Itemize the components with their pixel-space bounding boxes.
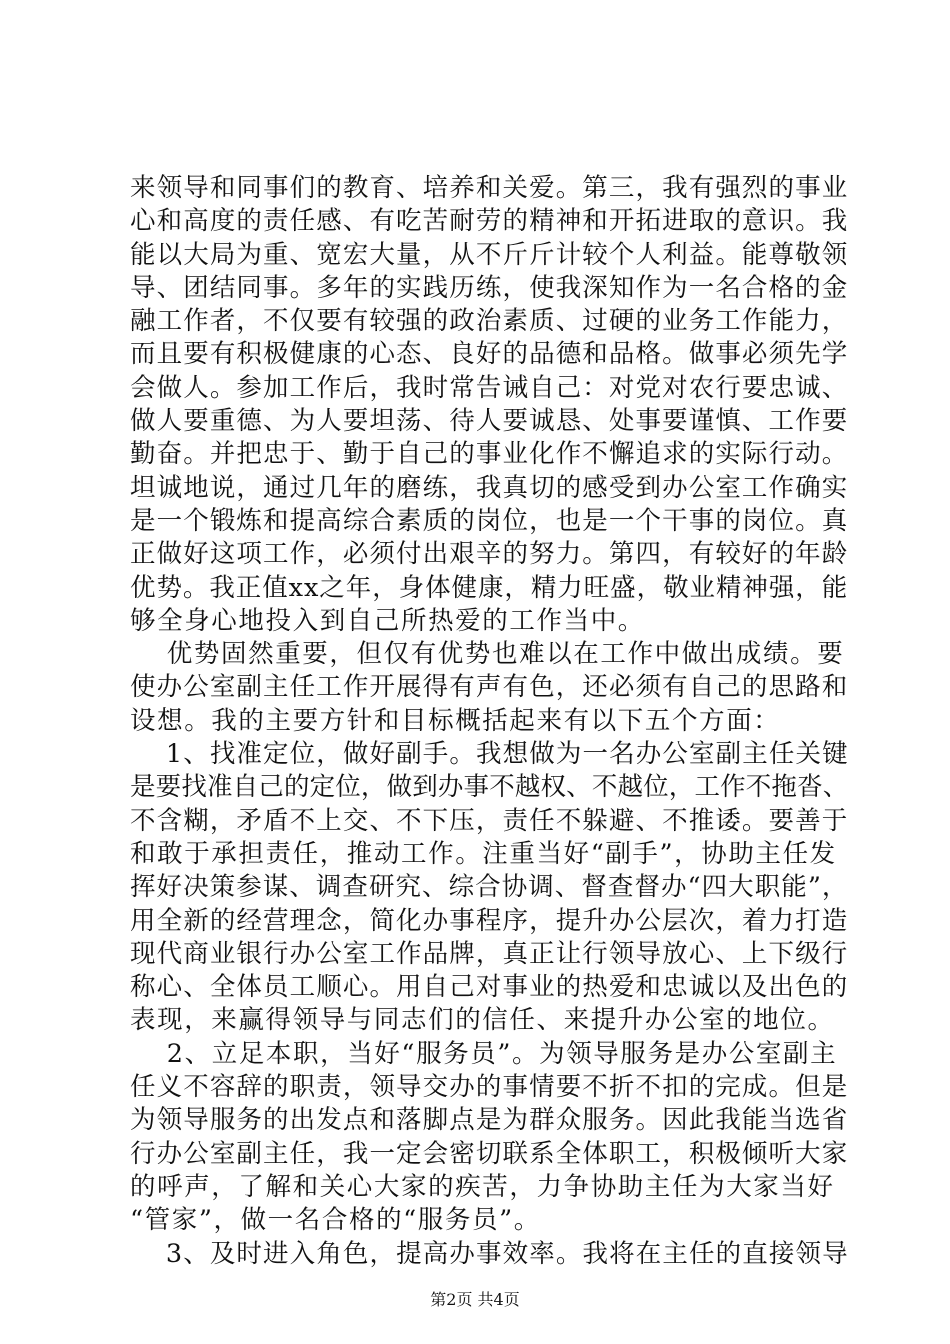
- text-line: 来领导和同事们的教育、培养和关爱。第三，我有强烈的事业: [130, 173, 849, 203]
- text-line: 设想。我的主要方针和目标概括起来有以下五个方面：: [130, 705, 781, 736]
- text-line: 的呼声，了解和关心大家的疾苦，力争协助主任为大家当好: [130, 1171, 835, 1202]
- text-line: 优势固然重要，但仅有优势也难以在工作中做出成绩。要: [130, 639, 845, 670]
- text-line: 2、立足本职，当好“服务员”。为领导服务是办公室副主: [130, 1038, 838, 1069]
- text-line: 坦诚地说，通过几年的磨练，我真切的感受到办公室工作确实: [130, 472, 849, 503]
- page-number-label: 第2页 共4页: [430, 1290, 520, 1309]
- text-line: 而且要有积极健康的心态、良好的品德和品格。做事必须先学: [130, 339, 849, 370]
- text-line: 表现，来赢得领导与同志们的信任、来提升办公室的地位。: [130, 1005, 835, 1036]
- text-line: 正做好这项工作，必须付出艰辛的努力。第四，有较好的年龄: [130, 539, 849, 570]
- text-line: 为领导服务的出发点和落脚点是为群众服务。因此我能当选省: [130, 1105, 849, 1136]
- text-line: 用全新的经营理念，简化办事程序，提升办公层次，着力打造: [130, 905, 849, 936]
- text-line: 会做人。参加工作后，我时常告诫自己：对党对农行要忠诚、: [130, 372, 849, 403]
- text-line: 任义不容辞的职责，领导交办的事情要不折不扣的完成。但是: [130, 1072, 849, 1103]
- text-line: 是一个锻炼和提高综合素质的岗位，也是一个干事的岗位。真: [130, 505, 849, 536]
- body-text: [130, 172, 850, 1271]
- text-line: 是要找准自己的定位，做到办事不越权、不越位，工作不拖沓、: [130, 772, 849, 803]
- text-line: 挥好决策参谋、调查研究、综合协调、督查督办“四大职能”，: [130, 872, 849, 903]
- text-line: 做人要重德、为人要坦荡、待人要诚恳、处事要谨慎、工作要: [130, 406, 849, 437]
- text-line: 1、找准定位，做好副手。我想做为一名办公室副主任关键: [130, 739, 849, 770]
- text-line: 和敢于承担责任，推动工作。注重当好“副手”，协助主任发: [130, 838, 837, 869]
- text-line: 心和高度的责任感、有吃苦耐劳的精神和开拓进取的意识。我: [130, 206, 849, 237]
- text-line: 勤奋。并把忠于、勤于自己的事业化作不懈追求的实际行动。: [130, 439, 849, 470]
- text-line: “管家”，做一名合格的“服务员”。: [130, 1205, 541, 1236]
- text-line: 使办公室副主任工作开展得有声有色，还必须有自己的思路和: [130, 672, 849, 703]
- text-line: 不含糊，矛盾不上交、不下压，责任不躲避、不推诿。要善于: [130, 805, 849, 836]
- page-footer: [0, 1287, 950, 1310]
- text-line: 行办公室副主任，我一定会密切联系全体职工，积极倾听大家: [130, 1138, 849, 1169]
- text-line: 现代商业银行办公室工作品牌，真正让行领导放心、上下级行: [130, 938, 849, 969]
- text-line: 称心、全体员工顺心。用自己对事业的热爱和忠诚以及出色的: [130, 972, 849, 1003]
- text-line: 融工作者，不仅要有较强的政治素质、过硬的业务工作能力，: [130, 306, 849, 337]
- text-line: 够全身心地投入到自己所热爱的工作当中。: [130, 605, 645, 636]
- text-line: 能以大局为重、宽宏大量，从不斤斤计较个人利益。能尊敬领: [130, 239, 849, 270]
- text-line: 导、团结同事。多年的实践历练，使我深知作为一名合格的金: [130, 272, 849, 303]
- text-line: 优势。我正值xx之年，身体健康，精力旺盛，敬业精神强，能: [130, 572, 849, 603]
- text-line: 3、及时进入角色，提高办事效率。我将在主任的直接领导: [130, 1238, 849, 1269]
